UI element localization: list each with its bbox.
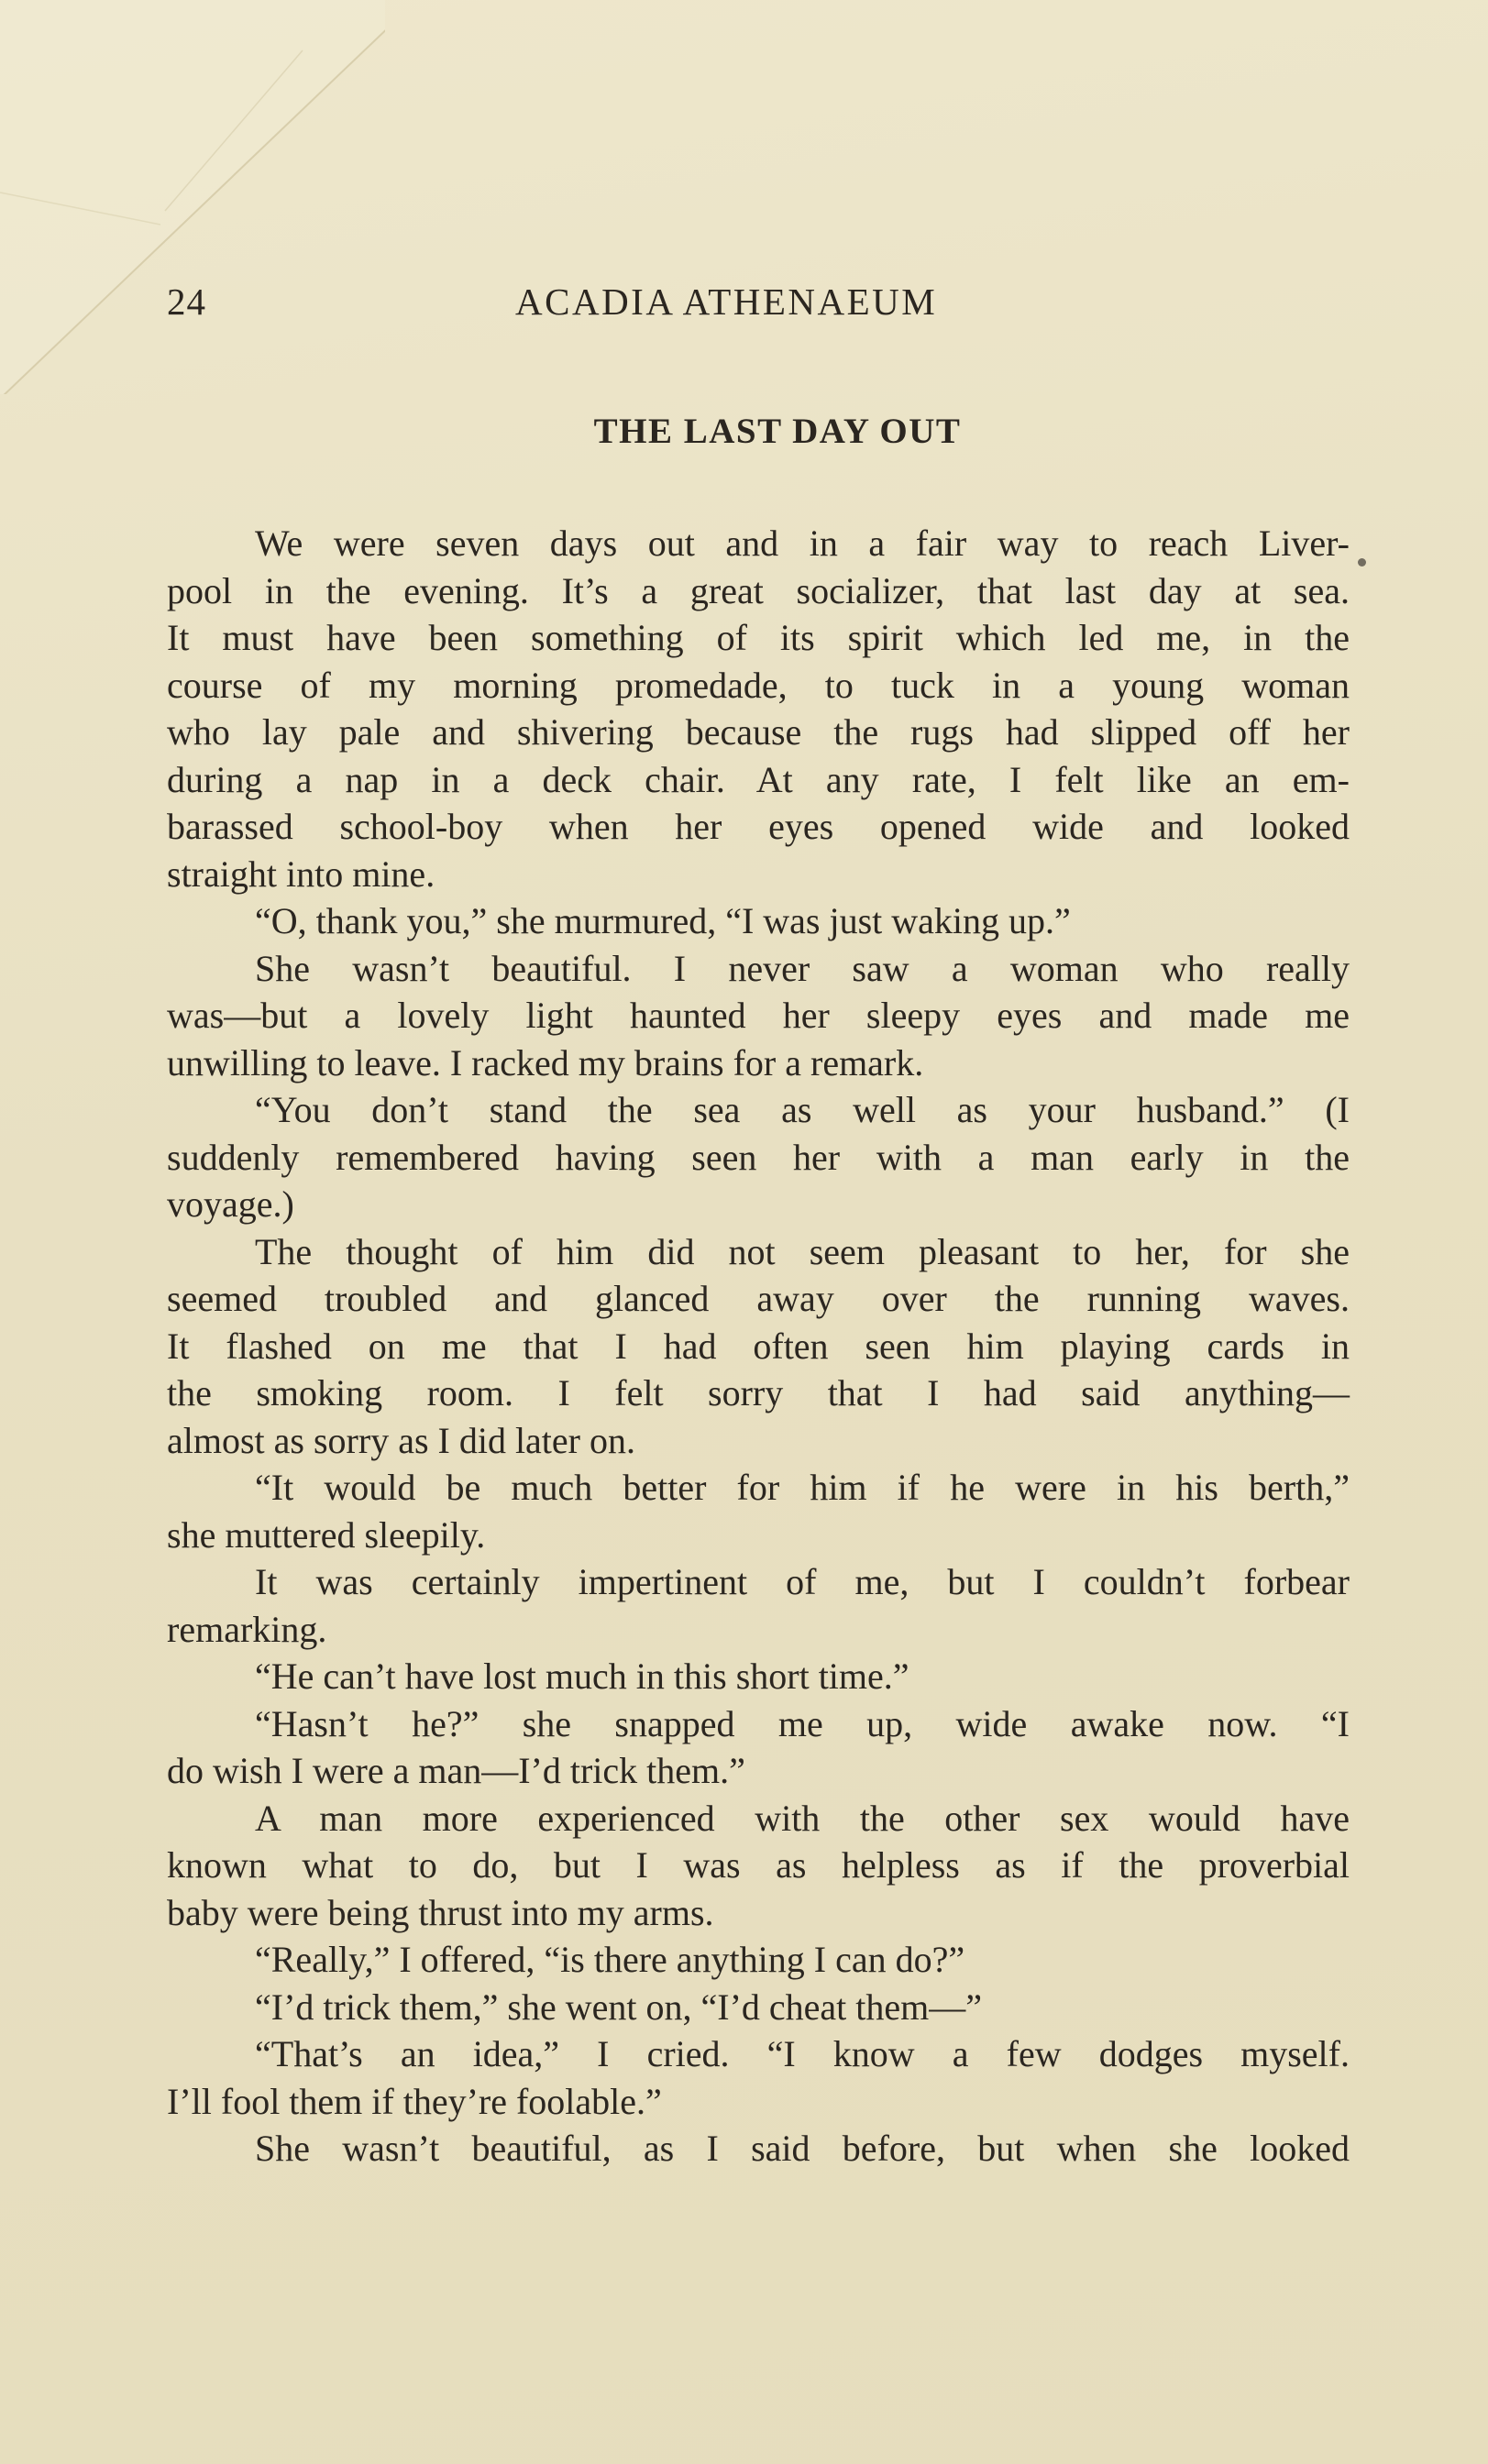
page-number: 24	[167, 280, 206, 323]
text-line: unwilling to leave. I racked my brains for a remark.	[167, 1041, 924, 1084]
ink-speck	[1358, 558, 1366, 566]
text-line: known what to do, but I was as helpless as if the proverbial	[167, 1844, 1350, 1886]
text-line: It flashed on me that I had often seen him playing cards in	[167, 1325, 1350, 1367]
text-line: “O, thank you,” she murmured, “I was just waking up.”	[255, 900, 1071, 941]
text-line: The thought of him did not seem pleasant to her, for she	[255, 1230, 1350, 1272]
text-line: We were seven days out and in a fair way to reach Liver-	[255, 522, 1350, 564]
text-line: seemed troubled and glanced away over the running waves.	[167, 1278, 1350, 1319]
text-line: “It would be much better for him if he were in his berth,”	[255, 1467, 1350, 1508]
text-line: It must have been something of its spirit which led me, in the	[167, 617, 1350, 658]
text-line: pool in the evening. It’s a great socializer, that last day at sea.	[167, 569, 1350, 611]
text-line: remarking.	[167, 1608, 327, 1650]
text-line: barassed school-boy when her eyes opened wide and looked	[167, 806, 1350, 847]
text-line: during a nap in a deck chair. At any rate, I felt like an em-	[167, 758, 1350, 800]
text-line: who lay pale and shivering because the rugs had slipped off her	[167, 711, 1350, 753]
folded-corner-crease	[0, 0, 385, 394]
article-body	[167, 520, 1350, 2172]
text-line: suddenly remembered having seen her with a man early in the	[167, 1136, 1350, 1178]
text-line: “He can’t have lost much in this short time.”	[255, 1656, 909, 1697]
text-line: “Hasn’t he?” she snapped me up, wide awake now. “I	[255, 1702, 1350, 1744]
article-title: THE LAST DAY OUT	[593, 412, 962, 451]
text-line: course of my morning promedade, to tuck in a young woman	[167, 664, 1350, 706]
text-line: baby were being thrust into my arms.	[167, 1891, 714, 1933]
page-header	[167, 280, 1350, 335]
text-line: do wish I were a man—I’d trick them.”	[167, 1750, 745, 1791]
text-line: voyage.)	[167, 1183, 294, 1225]
text-line: almost as sorry as I did later on.	[167, 1419, 635, 1461]
text-line: She wasn’t beautiful. I never saw a woman who really	[255, 947, 1350, 989]
text-line: “Really,” I offered, “is there anything I can do?”	[255, 1939, 965, 1980]
text-line: the smoking room. I felt sorry that I had said anything—	[167, 1372, 1350, 1414]
text-line: “I’d trick them,” she went on, “I’d cheat them—”	[255, 1986, 983, 2028]
running-head: ACADIA ATHENAEUM	[515, 280, 938, 323]
text-line: was—but a lovely light haunted her sleepy eyes and made me	[167, 995, 1350, 1036]
text-line: she muttered sleepily.	[167, 1513, 486, 1556]
text-line: straight into mine.	[167, 852, 435, 895]
text-line: I’ll fool them if they’re foolable.”	[167, 2080, 662, 2122]
text-line: She wasn’t beautiful, as I said before, but when she looked	[255, 2128, 1350, 2169]
text-line: A man more experienced with the other sex would have	[255, 1797, 1350, 1839]
text-line: “That’s an idea,” I cried. “I know a few dodges myself.	[255, 2033, 1350, 2074]
text-line: “You don’t stand the sea as well as your husband.” (I	[255, 1089, 1350, 1130]
text-line: It was certainly impertinent of me, but I couldn’t forbear	[255, 1561, 1350, 1602]
